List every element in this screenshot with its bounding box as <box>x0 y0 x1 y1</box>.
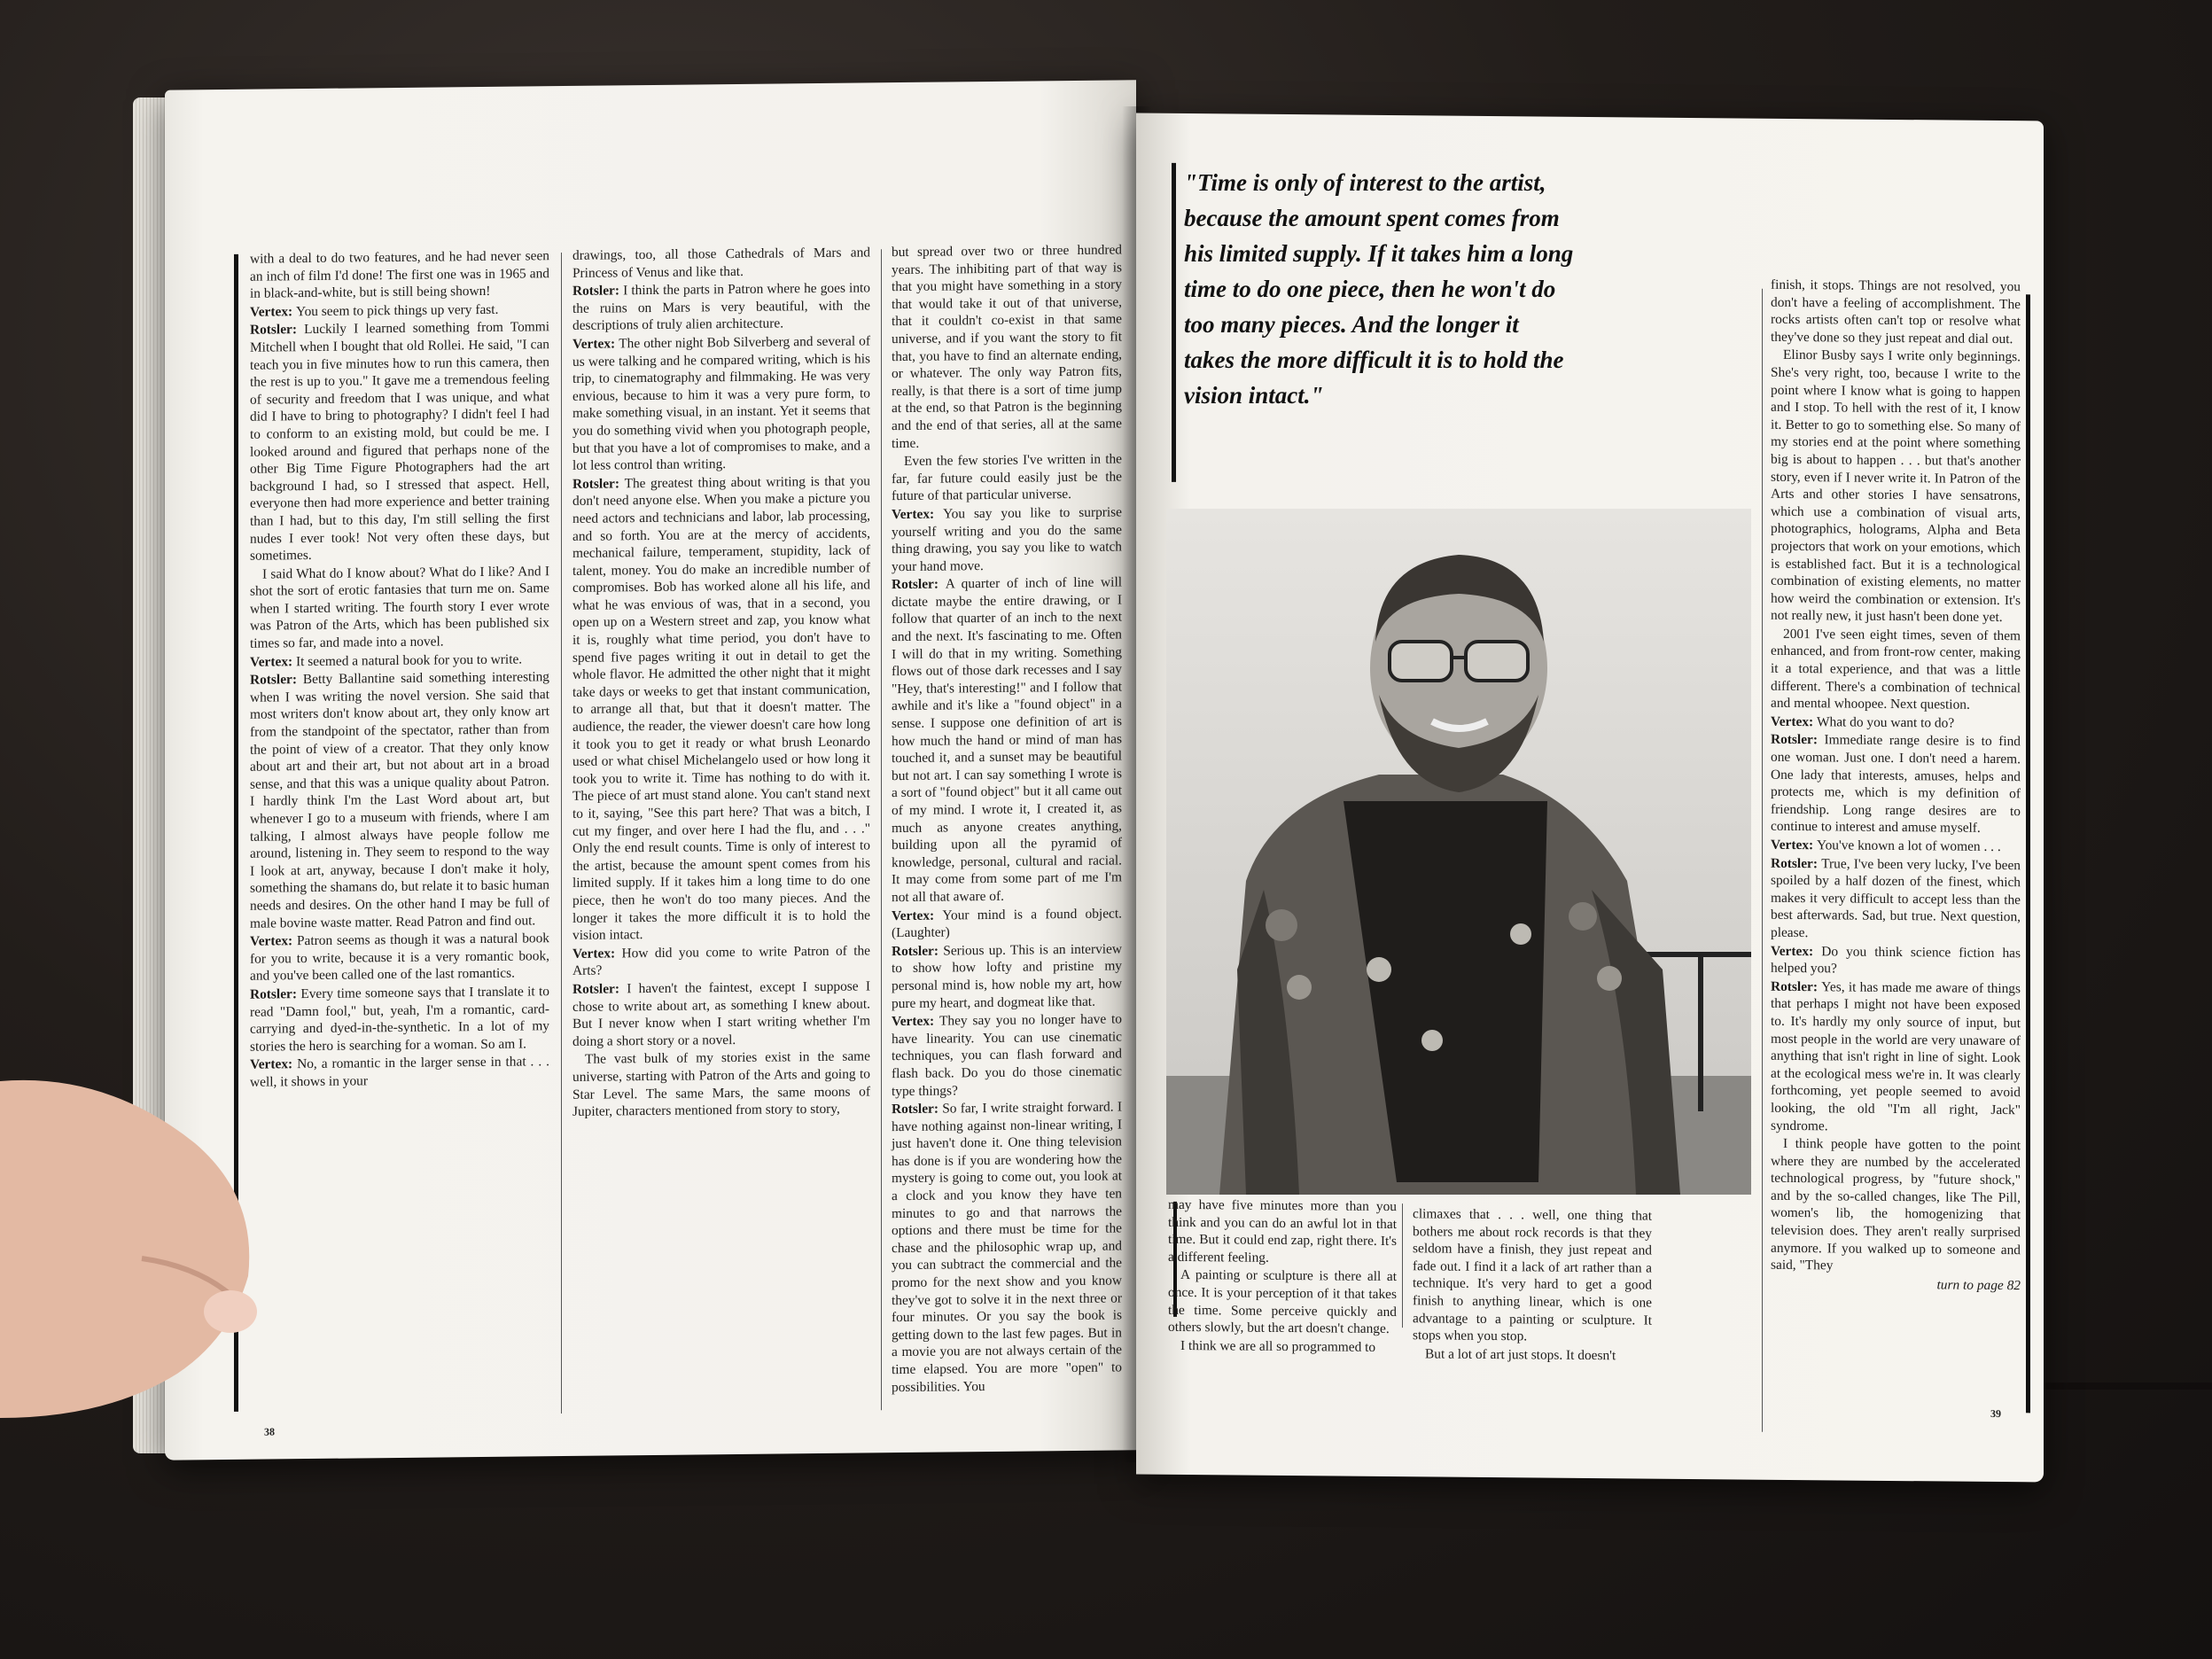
paragraph <box>1771 276 2021 348</box>
speaker-label: Rotsler: <box>1771 855 1822 871</box>
paragraph-text: True, I've been very lucky, I've been spoiled by a half dozen of the finest, which makes it very difficult to accept less than the best afterwards. Sad, but true. Next question, please. <box>1771 855 2021 941</box>
paragraph <box>892 503 1122 575</box>
speaker-label: Rotsler: <box>250 322 305 339</box>
paragraph-text: So far, I write straight forward. I have nothing against non-linear writing, I just haven't done it. One thing television has done is if you are wondering how the mystery is going to come out, you look at a clock and you know they have ten minutes to go and that narrows the options and there must be time for the chase and the philosophic wrap up, and you can subtract the commercial and the promo for the next show and you know they've got to solve it in the next three or four minutes. Or you say the book is getting down to the last few pages. But in a movie you are not always certain of the time elapsed. You are more "open" to possibilities. You <box>892 1099 1122 1395</box>
speaker-label: Vertex: <box>250 1056 298 1073</box>
paragraph-text: Elinor Busby says I write only beginnings. She's very right, too, because I write to the point where I know what is going to happen and I stop. To hell with the rest of it, I know it. Better to go to something else. So many of my stories end at the point where something big is about to happen . . . but that's another story, even if I never write it. In Patron of the Arts and other stories I have sensatrons, which use a combination of visual arts, photographics, holograms, Alpha and Beta projectors that work on your emotions, which is established fact. But it is a technological combination of existing elements, no matter how weird the combination or extension. It's not really new, it just hasn't been done yet. <box>1771 347 2021 626</box>
paragraph-text: No, a romantic in the larger sense in that . . . well, it shows in your <box>250 1054 549 1090</box>
speaker-label: Vertex: <box>250 653 296 670</box>
paragraph <box>250 1054 549 1092</box>
paragraph-text: Every time someone says that I translate it to read "Damn fool," but, yeah, I'm a romantic, card-carrying and dyed-in-the-synthetic. In a lot of my stories the hero is searching for a woman. So am I. <box>250 984 549 1055</box>
speaker-label: Rotsler: <box>1771 978 1822 995</box>
page-number: 39 <box>1990 1406 2001 1421</box>
paragraph <box>572 977 870 1050</box>
speaker-label: Rotsler: <box>250 986 301 1002</box>
paragraph <box>1168 1266 1397 1338</box>
paragraph <box>892 940 1122 1012</box>
paragraph-text: I said What do I know about? What do I like? And I shot the sort of erotic fantasies that turn me on. Same when I started writing. The fourth story I ever wrote was Patron of the Arts, which has been published six times so far, and made into a novel. <box>250 563 549 651</box>
paragraph-text: 2001 I've seen eight times, seven of them enhanced, and from front-row center, making it a total experience, and that was a little different. There's a combination of technical and mental whoopee. Next question. <box>1771 626 2021 713</box>
paragraph-text: I think we are all so programmed to <box>1180 1337 1376 1355</box>
paragraph <box>1771 942 2021 979</box>
paragraph-text: Even the few stories I've written in the far, far future could easily just be the future of that particular universe. <box>892 451 1122 504</box>
portrait-illustration <box>1166 509 1751 1195</box>
paragraph-text: What do you want to do? <box>1817 714 1955 731</box>
paragraph-text: but spread over two or three hundred years. The inhibiting part of that way is that you might have something in a story that would take it out of that universe, that it couldn't co-exist in that same universe, and if you want the story to fit that, you have to find an alternate ending, or whatever. The only way Patron fits, really, is that there is a sort of time jump at the end, so that Patron is the beginning and the end of that series, all at the same time. <box>892 242 1122 451</box>
paragraph-text: Serious up. This is an interview to show how lofty and pristine my personal mind is, how noble my art, how pure my heart, and dogmeat like that. <box>892 941 1122 1011</box>
pull-quote: "Time is only of interest to the artist, because the amount spent comes from his limited supply. If it takes him a long time to do one piece, then he won't do too many pieces. And the longer it takes the more difficult it is to hold the vision intact." <box>1184 169 1574 409</box>
speaker-label: Rotsler: <box>892 576 946 593</box>
speaker-label: Rotsler: <box>892 943 944 959</box>
paragraph-text: The other night Bob Silverberg and several of us were talking and he compared writing, which is his trip, to cinematography and filmmaking. He was very envious, because to him it was a very pure form, to make something visual, in an instant. Yet it seems that you do something vivid when you photograph people, but that you have a lot of compromises to make, and a lot less control than writing. <box>572 333 870 474</box>
right-column-b <box>1413 1205 1652 1364</box>
paragraph-text: A painting or sculpture is there all at once. It is your perception of it that takes the time. Some perceive quickly and others slowly, but the art doesn't change. <box>1168 1267 1397 1337</box>
paragraph-text: A quarter of inch of line will dictate maybe the entire drawing, or I follow that quarter of an inch to the next and the next. It's fascinating to me. Often I will do that in my writing. Something flows out of those dark recesses and I say "Hey, that's interesting!" and I follow that awhile and it's like a "found object" in a sense. I suppose one definition of art is how much the hand or mind of man has touched it, and a sunset may be beautiful but not art. I can say something I wrote is a sort of "found object" but it all came out of my mind. I wrote it, I created it, as much as anyone creates anything, building upon all the pyramid of knowledge, personal, cultural and racial. It may come from some part of me I'm not all that aware of. <box>892 574 1122 906</box>
column-divider <box>881 249 882 1410</box>
paragraph-text: But a lot of art just stops. It doesn't <box>1425 1346 1616 1364</box>
paragraph-text: Patron seems as though it was a natural book for you to write, because it is a very romantic book, and you've been called one of the last romantics. <box>250 931 549 985</box>
paragraph <box>572 472 870 945</box>
paragraph-text: You've known a lot of women . . . <box>1817 837 2001 855</box>
paragraph <box>1771 837 2021 856</box>
speaker-label: Rotsler: <box>250 672 303 688</box>
paragraph <box>1168 1196 1397 1268</box>
paragraph-text: Betty Ballantine said something interesting when I was writing the novel version. She said that most writers don't know about art, they only know art from the standpoint of the spectator, rather than from the point of view of a creator. That they only know about art and their art, but not about art in a broad sense, and that this was a unique quality about Patron. I hardly think I'm the Last Word about art, but whenever I go to a museum with friends, where I am talking, I almost always have people follow me around, listening in. They seem to respond to the way I look at art, anyway, because I don't make it holy, something the shamans do, but relate it to basic human needs and desires. On the other hand I may be full of male bovine waste matter. Read Patron and find out. <box>250 669 550 931</box>
speaker-label: Vertex: <box>1771 943 1822 959</box>
speaker-label: Vertex: <box>1771 713 1817 730</box>
paragraph <box>572 280 870 335</box>
speaker-label: Vertex: <box>572 336 619 352</box>
paragraph <box>1413 1345 1652 1365</box>
paragraph-text: The greatest thing about writing is that you don't need anyone else. When you make a picture you need actors and technicians and labor, lab processing, and so forth. You are at the mercy of accidents, mechanical failure, temperament, stupidity, lack of talent, money. You do make an incredible number of compromises. Bob has worked alone all his life, and what he was envious of was, that in a second, you open up on a Western street and zap, you know what it is, roughly what time period, you don't have to spend five pages writing it out in detail to get the whole flavor. He admitted the other night that it might take days or weeks to get that instant communication, to arrange all that, but that it doesn't matter. The audience, the reader, the viewer doesn't care how long it took you to get it ready or what brush Leonardo used or what chisel Michelangelo used or how long it took you to write it. Time has nothing to do with it. The piece of art must stand alone. You can't stand next to it, saying, "See this part here? That was a bitch, I cut my finger, and over here I had the flu, and . . ." Only the end result counts. Time is only of interest to the artist, because the amount spent comes from his limited supply. If it takes him a long time to do one piece, then he won't do too many pieces. And the longer it takes the more difficult it is to hold the vision intact. <box>572 473 871 944</box>
paragraph <box>1168 1337 1397 1357</box>
speaker-label: Vertex: <box>250 303 296 320</box>
paragraph <box>250 300 549 321</box>
paragraph <box>1771 731 2021 837</box>
paragraph <box>1771 978 2021 1137</box>
paragraph-text: You say you like to surprise yourself writing and you do the same thing drawing, you say you like to watch your hand move. <box>892 504 1122 574</box>
left-page <box>165 80 1136 1460</box>
left-column-3 <box>892 241 1122 1419</box>
right-column-a <box>1168 1196 1397 1355</box>
paragraph <box>250 930 549 985</box>
paragraph <box>892 905 1122 942</box>
paragraph-text: It seemed a natural book for you to write. <box>296 651 523 669</box>
continued-note: turn to page 82 <box>1936 1277 2021 1294</box>
paragraph <box>892 1011 1122 1101</box>
paragraph <box>572 1048 870 1121</box>
speaker-label: Vertex: <box>250 933 297 949</box>
paragraph-text: may have five minutes more than you think and you can do an awful lot in that time. But it could end zap, right there. It's a different feeling. <box>1168 1196 1397 1266</box>
paragraph <box>1771 1135 2021 1276</box>
right-column-c <box>1771 276 2021 1411</box>
paragraph <box>892 1099 1122 1397</box>
paragraph <box>250 668 549 931</box>
paragraph-text: climaxes that . . . well, one thing that bothers me about rock records is that they seldom have a finish, they just repeat and fade out. I find it a lack of art rather than a technique. It's very hard to get a good finish to anything linear, which is one advantage to a painting or sculpture. It stops when you stop. <box>1413 1206 1652 1344</box>
paragraph-text: The vast bulk of my stories exist in the same universe, starting with Patron of the Arts and going to Star Level. The same Mars, the same moons of Jupiter, characters mentioned from story to story, <box>572 1048 870 1120</box>
paragraph <box>572 244 870 282</box>
speaker-label: Vertex: <box>1771 837 1817 853</box>
paragraph-text: finish, it stops. Things are not resolved, you don't have a feeling of accomplishment. The rocks artists often can't top or resolve what they've done so they just repeat and dial out. <box>1771 276 2021 347</box>
column-divider <box>1762 289 1763 1432</box>
paragraph-text: with a deal to do two features, and he had never seen an inch of film I'd done! The first one was in 1965 and in black-and-white, but is still being shown! <box>250 248 549 301</box>
paragraph <box>892 574 1122 907</box>
speaker-label: Rotsler: <box>572 981 627 997</box>
speaker-label: Rotsler: <box>572 283 624 300</box>
paragraph <box>1771 713 2021 733</box>
paragraph <box>1771 347 2021 627</box>
paragraph-text: Luckily I learned something from Tommi Mitchell when I bought that old Rollei. He said, "I can teach you in five minutes how to run this camera, then the rest is up to you." It gave me a tremendous feeling of security and freedom that I was unique, and what did I have to bring to photography? I didn't feel I had to conform to an existing mold, but could be me. I looked around and figured that perhaps none of the other Big Time Figure Photographers had the art background I had, so I stressed that aspect. Hell, everyone then had more experience and better training than I had, but to this day, I'm still selling the first nudes I ever took! Not very often these days, but sometimes. <box>250 319 549 564</box>
speaker-label: Rotsler: <box>892 1101 943 1118</box>
paragraph-text: drawings, too, all those Cathedrals of Mars and Princess of Venus and like that. <box>572 245 870 281</box>
paragraph <box>572 332 870 474</box>
paragraph-text: Immediate range desire is to find one woman. Just one. I don't need a harem. One lady that interests, amuses, helps and protects me, which is my definition of friendship. Long range desires are to continue to interest and amuse myself. <box>1771 732 2021 837</box>
page-number: 38 <box>264 1425 275 1438</box>
paragraph-text: I haven't the faintest, except I suppose I chose to write about art, as something I knew about. But I never know when I start writing whether I'm doing a short story or a novel. <box>572 978 870 1049</box>
paragraph-text: They say you no longer have to have linearity. You can use cinematic techniques, you can flash forward and flash back. Do you do those cinematic type things? <box>892 1011 1122 1099</box>
paragraph-text: Yes, it has made me aware of things that perhaps I might not have been exposed to. It's hardly my only source of input, but most people in the world are very unaware of anything that isn't right in line of sight. Look at the ecological mess we're in. It was clearly forthcoming, yet people seemed to avoid looking, the old "I'm all right, Jack" syndrome. <box>1771 979 2021 1133</box>
left-column-1 <box>250 247 549 1426</box>
portrait-photo <box>1166 509 1751 1195</box>
paragraph <box>1771 626 2021 714</box>
paragraph-text: I think people have gotten to the point where they are numbed by the accelerated technological progress, by "future shock," and by the so-called changes, like The Pill, women's lib, the homogenizing that television does. They aren't really surprised anymore. If you walked up to someone and said, "They <box>1771 1135 2021 1273</box>
paragraph <box>892 241 1122 452</box>
speaker-label: Rotsler: <box>1771 732 1825 748</box>
paragraph-text: I think the parts in Patron where he goes into the ruins on Mars is very beautiful, with the descriptions of truly alien architecture. <box>572 280 871 334</box>
paragraph-text: Do you think science fiction has helped you? <box>1771 943 2021 977</box>
paragraph-text: Your mind is a found object. (Laughter) <box>892 905 1122 941</box>
paragraph <box>250 247 549 302</box>
left-column-2 <box>572 244 870 1422</box>
paragraph <box>572 942 870 980</box>
paragraph <box>1771 854 2021 943</box>
paragraph <box>250 983 549 1055</box>
speaker-label: Vertex: <box>572 946 622 962</box>
paragraph <box>892 451 1122 506</box>
paragraph <box>250 319 549 565</box>
paragraph <box>1413 1205 1652 1346</box>
paragraph <box>250 563 549 653</box>
column-divider <box>561 253 562 1414</box>
speaker-label: Vertex: <box>892 1013 939 1030</box>
paragraph <box>250 650 549 671</box>
column-divider <box>1402 1203 1403 1328</box>
speaker-label: Rotsler: <box>572 476 625 492</box>
column-rule <box>2026 294 2030 1413</box>
quote-rule <box>1172 163 1176 482</box>
speaker-label: Vertex: <box>892 506 944 523</box>
paragraph-text: You seem to pick things up very fast. <box>296 301 499 319</box>
speaker-label: Vertex: <box>892 907 943 923</box>
hand-holding-book <box>0 1046 266 1427</box>
paragraph-text: How did you come to write Patron of the Arts? <box>572 943 870 979</box>
